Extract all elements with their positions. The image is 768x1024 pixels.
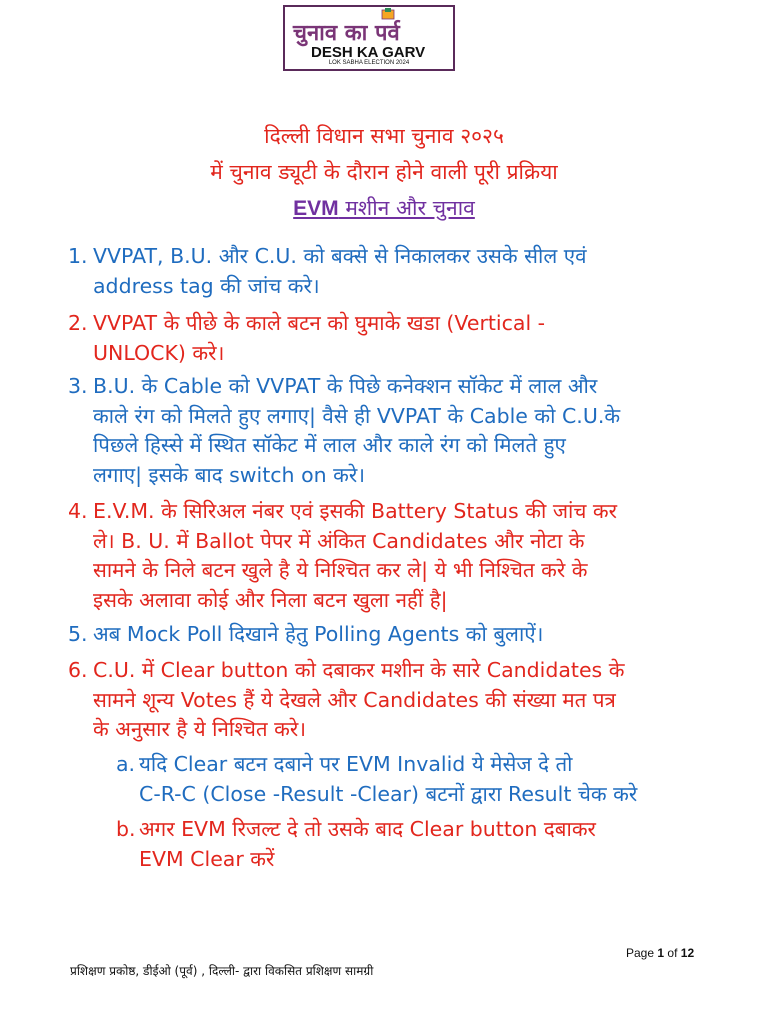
list-item-text bbox=[93, 309, 713, 368]
list-item-line: सामने के निले बटन खुले है ये निश्चित कर ले| ये भी निश्चित करे के bbox=[93, 558, 588, 582]
list-item-line: C.U. में Clear button को दबाकर मशीन के सारे Candidates के bbox=[93, 658, 625, 682]
list-item-line: अब Mock Poll दिखाने हेतु Polling Agents को बुलाऐं। bbox=[93, 622, 544, 646]
sub-list-item-line: EVM Clear करें bbox=[139, 846, 275, 871]
sub-list-item-line: C-R-C (Close -Result -Clear) बटनों द्वारा Result चेक करे bbox=[139, 781, 638, 806]
list-item-line: पिछले हिस्से में स्थित सॉकेट में लाल और काले रंग को मिलते हुए bbox=[93, 433, 566, 457]
list-item-text bbox=[93, 497, 713, 615]
list-item-text bbox=[93, 242, 713, 301]
list-item-line: के अनुसार है ये निश्चित करे। bbox=[93, 717, 307, 741]
title-line-1: दिल्ली विधान सभा चुनाव २०२५ bbox=[264, 124, 504, 148]
subtitle bbox=[0, 194, 768, 222]
list-item-line: UNLOCK) करे। bbox=[93, 340, 225, 365]
list-item-line: B.U. के Cable को VVPAT के पिछे कनेक्शन सॉकेट में लाल और bbox=[93, 374, 598, 398]
list-item-line: VVPAT के पीछे के काले बटन को घुमाके खडा (Vertical - bbox=[93, 311, 546, 335]
page-label: Page bbox=[626, 946, 655, 960]
list-item-number: 1. bbox=[68, 244, 88, 268]
logo-english-text: DESH KA GARV bbox=[311, 44, 426, 61]
list-item-line: VVPAT, B.U. और C.U. को बक्से से निकालकर उसके सील एवं bbox=[93, 244, 587, 268]
list-item-number: 6. bbox=[68, 658, 88, 682]
sub-list-item-letter: a. bbox=[116, 752, 136, 776]
list-item-number: 4. bbox=[68, 499, 88, 523]
list-item-line: ले। B. U. में Ballot पेपर में अंकित Candidates और नोटा के bbox=[93, 528, 585, 553]
list-item-number: 5. bbox=[68, 622, 88, 646]
subtitle-evm: EVM bbox=[293, 197, 339, 220]
list-item-line: address tag की जांच करे। bbox=[93, 273, 320, 298]
page-number bbox=[626, 946, 694, 960]
page-of: of bbox=[667, 946, 678, 960]
election-logo bbox=[283, 5, 455, 71]
page-total: 12 bbox=[680, 946, 695, 960]
list-item-line: E.V.M. के सिरिअल नंबर एवं इसकी Battery Status की जांच कर bbox=[93, 499, 617, 523]
sub-list-item-text bbox=[139, 750, 637, 809]
list-item-line: लगाए| इसके बाद switch on करे। bbox=[93, 462, 366, 487]
sub-list-item-letter: b. bbox=[116, 817, 136, 841]
logo-hindi-text: चुनाव का पर्व bbox=[293, 21, 400, 46]
list-item-text bbox=[93, 620, 713, 650]
list-item-number: 3. bbox=[68, 374, 88, 398]
logo-subtext: LOK SABHA ELECTION 2024 bbox=[328, 60, 410, 66]
sub-list-item-text bbox=[139, 815, 596, 874]
title-line-2: में चुनाव ड्यूटी के दौरान होने वाली पूरी प्रक्रिया bbox=[210, 160, 558, 184]
sub-list-item-line: अगर EVM रिजल्ट दे तो उसके बाद Clear button दबाकर bbox=[139, 817, 596, 841]
list-item-line: सामने शून्य Votes हैं ये देखले और Candidates की संख्या मत पत्र bbox=[93, 687, 616, 712]
list-item-number: 2. bbox=[68, 311, 88, 335]
sub-list-item-line: यदि Clear बटन दबाने पर EVM Invalid ये मेसेज दे तो bbox=[139, 752, 573, 776]
footer-credit: प्रशिक्षण प्रकोष्ठ, डीईओ (पूर्व) , दिल्ली- द्वारा विकसित प्रशिक्षण सामग्री bbox=[70, 964, 374, 978]
list-item-text bbox=[93, 656, 713, 745]
subtitle-rest: मशीन और चुनाव bbox=[338, 196, 475, 220]
page-current: 1 bbox=[657, 946, 665, 960]
list-item-line: इसके अलावा कोई और निला बटन खुला नहीं है| bbox=[93, 587, 448, 612]
list-item-line: काले रंग को मिलते हुए लगाए| वैसे ही VVPAT के Cable को C.U.के bbox=[93, 403, 621, 428]
list-item-text bbox=[93, 372, 713, 490]
